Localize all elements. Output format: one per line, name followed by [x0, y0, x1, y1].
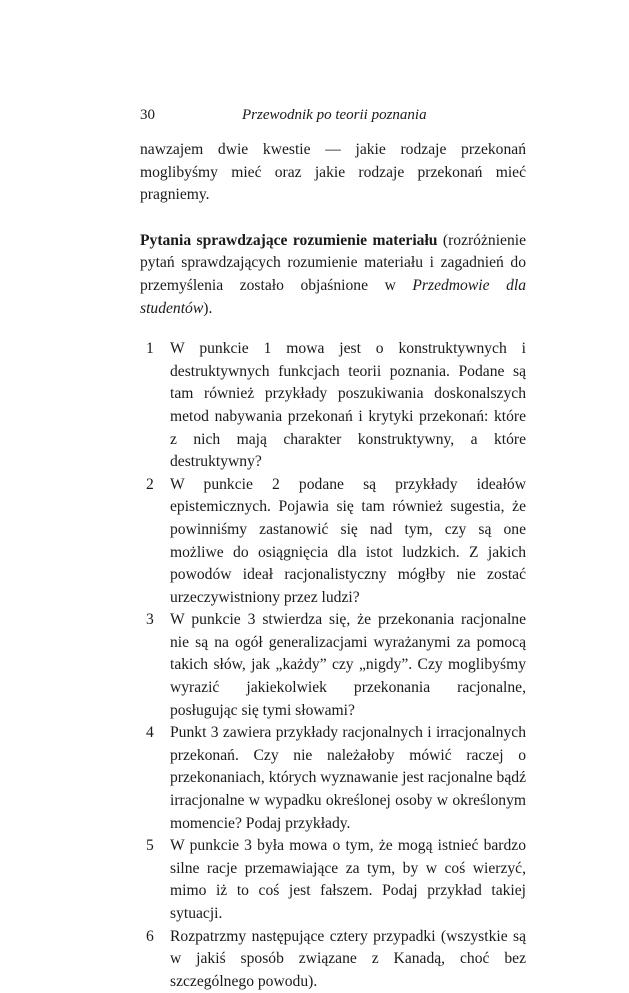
question-text: Punkt 3 zawiera przykłady racjonalnych i irracjonalnych przekonań. Czy nie należałoby mówić raczej o przekonaniach, których wyznawanie jest racjonalne bądź irracjonalne w wypadku określonej osoby w określonym momencie? Podaj przykłady. [170, 724, 526, 832]
page-number: 30 [140, 107, 155, 123]
question-number: 4 [146, 724, 154, 742]
question-text: W punkcie 3 była mowa o tym, że mogą istnieć bardzo silne racje przemawiające za tym, by w coś wierzyć, mimo iż to coś jest fałszem. Podaj przykład takiej sytuacji. [170, 837, 526, 922]
question-item [140, 926, 526, 993]
section-text-after: ). [203, 299, 213, 317]
question-item [140, 835, 526, 925]
question-text: Rozpatrzmy następujące cztery przypadki (wszystkie są w jakiś sposób związane z Kanadą, choć bez szczególnego powodu). [170, 927, 526, 990]
intro-paragraph: nawzajem dwie kwestie — jakie rodzaje przekonań moglibyśmy mieć oraz jakie rodzaje przekonań mieć pragniemy. [140, 141, 526, 204]
book-page [140, 104, 526, 993]
question-item [140, 722, 526, 835]
running-title: Przewodnik po teorii poznania [242, 107, 427, 123]
question-item [140, 474, 526, 610]
question-number: 1 [146, 340, 154, 358]
question-item [140, 338, 526, 474]
section-italic-title: Przedmowie dla studentów [140, 276, 526, 317]
section-paragraph [140, 230, 526, 320]
page-header [140, 104, 526, 126]
question-text: W punkcie 2 podane są przykłady ideałów epistemicznych. Pojawia się tam również sugestia, że powinniśmy zastanowić się nad tym, czy są one możliwe do osiągnięcia dla istot ludzkich. Z jakich powodów ideał racjonalistyczny mógłby nie zostać urzeczywistniony przez ludzi? [170, 475, 526, 606]
question-list [140, 338, 526, 993]
question-number: 2 [146, 475, 154, 493]
question-text: W punkcie 3 stwierdza się, że przekonania racjonalne nie są na ogół generalizacjami wyrażanymi za pomocą takich słów, jak „każdy” czy „nigdy”. Czy moglibyśmy wyrazić jakiekolwiek przekonania racjonalne, posługując się tymi słowami? [170, 611, 526, 719]
question-number: 6 [146, 927, 154, 945]
question-number: 3 [146, 611, 154, 629]
question-item [140, 609, 526, 722]
section-text-before: (rozróżnienie pytań sprawdzających rozumienie materiału i zagadnień do przemyślenia zostało objaśnione w [140, 231, 526, 294]
question-text: W punkcie 1 mowa jest o konstruktywnych i destruktywnych funkcjach teorii poznania. Podane są tam również przykłady poszukiwania doskonalszych metod nabywania przekonań i krytyki przekonań: które z nich mają charakter konstruktywny, a które destruktywny? [170, 340, 526, 471]
question-number: 5 [146, 837, 154, 855]
section-heading: Pytania sprawdzające rozumienie materiału [140, 231, 438, 249]
